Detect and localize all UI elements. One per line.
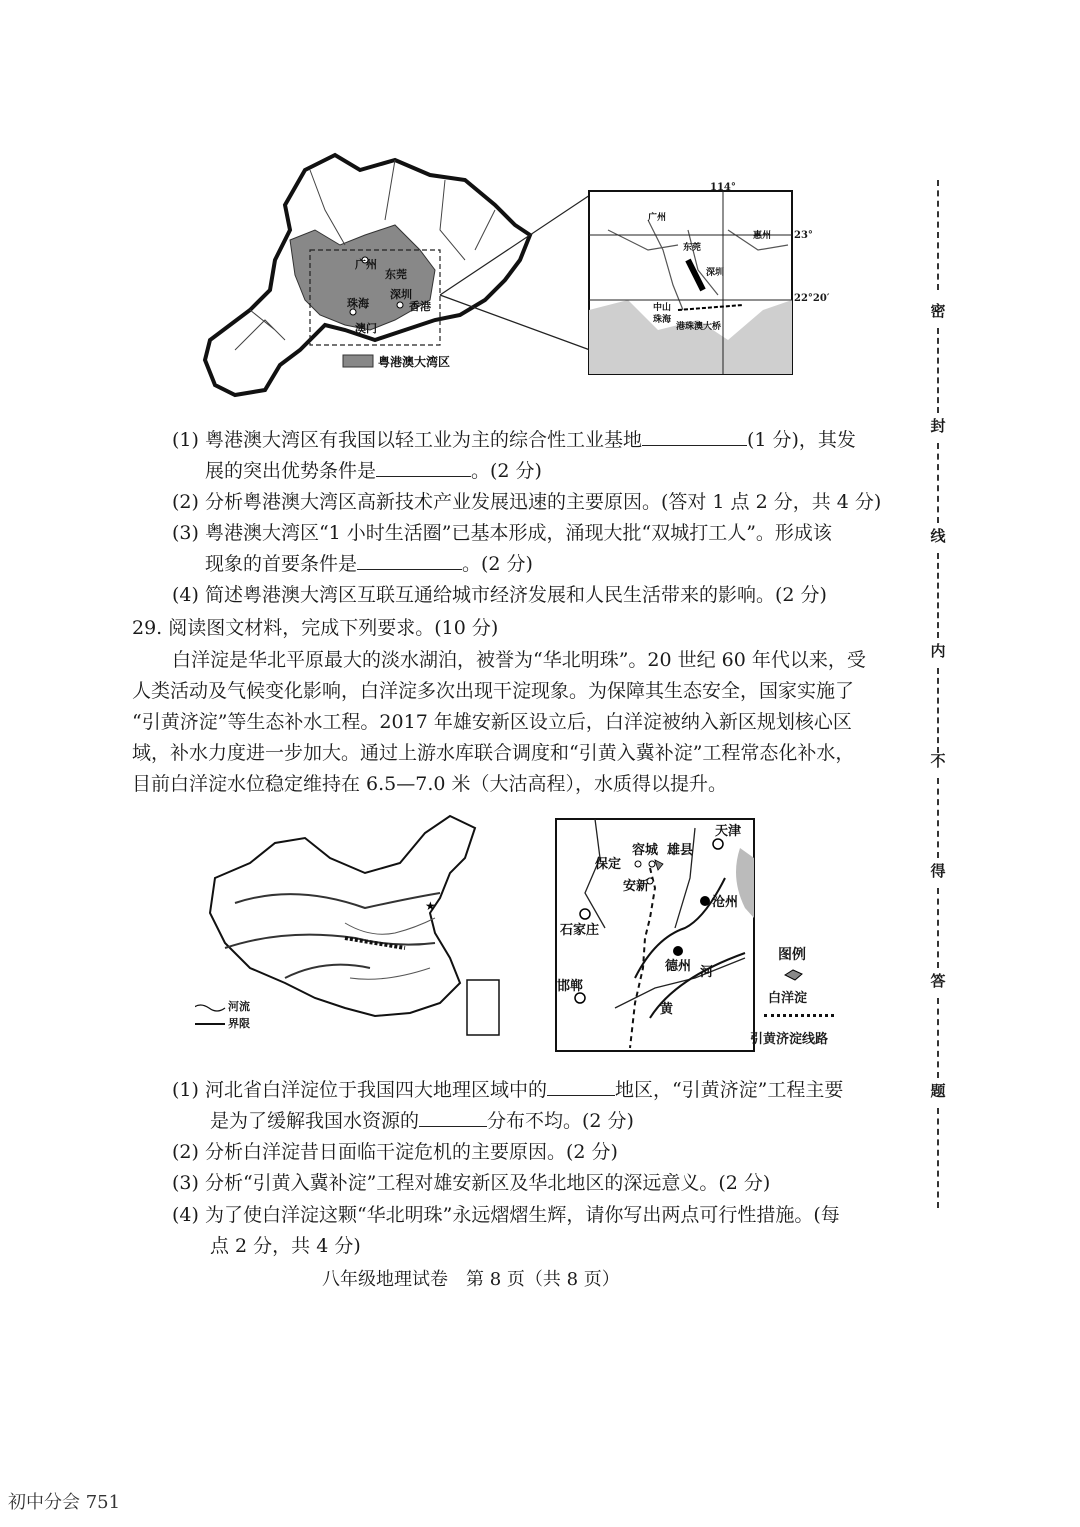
q28-1-text-c: 展的突出优势条件是 (205, 460, 377, 482)
inset-lon-label: 114° (710, 182, 736, 193)
hebei-city-label: 德州 (665, 959, 692, 974)
inset-city-label: 东莞 (683, 243, 702, 253)
seal-dash (937, 553, 939, 638)
inset-lat1-label: 23° (794, 230, 813, 241)
inset-city-label: 中山 (653, 303, 672, 313)
q28-4: (4) 简述粤港澳大湾区互联互通给城市经济发展和人民生活带来的影响。(2 分) (172, 584, 827, 606)
q29-1-blank-2 (419, 1106, 487, 1127)
hebei-map (555, 818, 755, 1053)
seal-char: 答 (930, 972, 946, 990)
gba-city-label: 澳门 (355, 322, 377, 335)
seal-dash (937, 328, 939, 413)
gba-inset-map (588, 190, 793, 375)
q28-3-text-c: 。(2 分) (462, 553, 533, 575)
seal-char: 内 (930, 642, 946, 660)
q28-1-text-d: 。(2 分) (471, 460, 542, 482)
inset-bridge-label: 港珠澳大桥 (676, 322, 722, 332)
route-symbol (764, 1014, 834, 1017)
seal-char: 得 (930, 862, 946, 880)
seal-char: 封 (930, 417, 946, 435)
seal-char: 不 (930, 752, 946, 770)
hebei-river-label: 河 (700, 965, 714, 980)
q29-heading: 29. 阅读图文材料，完成下列要求。(10 分) (132, 617, 499, 639)
hebei-legend-lake: 白洋淀 (768, 991, 808, 1006)
q28-1-text-b: (1 分)，其发 (746, 429, 856, 451)
hebei-river-label: 黄 (660, 1002, 674, 1017)
q29-para-line: “引黄济淀”等生态补水工程。2017 年雄安新区设立后，白洋淀被纳入新区规划核心区 (132, 711, 852, 733)
q29-4-line2: 点 2 分，共 4 分) (210, 1235, 361, 1257)
q29-1-text-d: 分布不均。(2 分) (487, 1110, 634, 1132)
hebei-city-label: 天津 (715, 824, 742, 839)
page-footer: 八年级地理试卷 第 8 页（共 8 页） (322, 1269, 620, 1290)
inset-lat2-label: 22°20′ (794, 293, 830, 304)
hebei-city-label: 保定 (595, 857, 622, 872)
seal-dash (937, 888, 939, 968)
hebei-city-label: 石家庄 (560, 923, 600, 938)
inset-city-label: 广州 (648, 213, 667, 223)
q28-1-blank-1 (642, 425, 747, 446)
seal-dash (937, 180, 939, 290)
lake-symbol (783, 968, 805, 982)
seal-dash (937, 998, 939, 1078)
q29-3: (3) 分析“引黄入冀补淀”工程对雄安新区及华北地区的深远意义。(2 分) (172, 1172, 771, 1194)
gba-legend-label: 粤港澳大湾区 (378, 355, 451, 369)
seal-char: 题 (930, 1082, 946, 1100)
china-legend-boundary: 界限 (228, 1017, 250, 1030)
gba-city-label: 广州 (355, 258, 377, 271)
hebei-city-label: 雄县 (667, 843, 694, 858)
seal-dash (937, 1108, 939, 1208)
gba-city-label: 香港 (409, 300, 431, 313)
hebei-city-label: 容城 (632, 843, 659, 858)
gba-map (195, 150, 615, 400)
q29-1-text-b: 地区，“引黄济淀”工程主要 (614, 1079, 844, 1101)
q28-1-text-a: (1) 粤港澳大湾区有我国以轻工业为主的综合性工业基地 (172, 429, 642, 451)
gba-legend-swatch (343, 355, 373, 367)
q28-1-blank-2 (376, 456, 471, 477)
seal-dash (937, 443, 939, 523)
seal-dash (937, 668, 939, 753)
q29-1-text-c: 是为了缓解我国水资源的 (210, 1110, 420, 1132)
hebei-legend-title: 图例 (778, 947, 806, 963)
inset-city-label: 惠州 (753, 231, 772, 241)
q29-para-line: 域，补水力度进一步加大。通过上游水库联合调度和“引黄入冀补淀”工程常态化补水， (132, 742, 855, 764)
q29-4-line1: (4) 为了使白洋淀这颗“华北明珠”永远熠熠生辉，请你写出两点可行性措施。(每 (172, 1204, 840, 1226)
q29-1-line2 (210, 1106, 634, 1136)
q28-2: (2) 分析粤港澳大湾区高新技术产业发展迅速的主要原因。(答对 1 点 2 分，共 4 分) (172, 491, 882, 513)
q29-1-text-a: (1) 河北省白洋淀位于我国四大地理区域中的 (172, 1079, 547, 1101)
seal-char: 密 (930, 302, 946, 320)
q28-3-line2 (205, 549, 533, 579)
hebei-city-label: 沧州 (712, 895, 739, 910)
q28-3-text-b: 现象的首要条件是 (205, 553, 358, 575)
watermark: 初中分会 751 (8, 1492, 121, 1513)
q29-para-line: 目前白洋淀水位稳定维持在 6.5—7.0 米（大沽高程），水质得以提升。 (132, 773, 728, 795)
svg-text:★: ★ (425, 899, 436, 913)
inset-city-label: 深圳 (706, 268, 725, 278)
q28-1-line (172, 425, 856, 455)
gba-city-label: 东莞 (385, 268, 407, 281)
hebei-legend-route: 引黄济淀线路 (750, 1032, 829, 1047)
seal-dash (937, 778, 939, 858)
q28-1-line2 (205, 456, 542, 486)
q29-1-blank-1 (547, 1075, 615, 1096)
gba-city-label: 珠海 (347, 297, 369, 310)
seal-char: 线 (930, 527, 946, 545)
q28-3-blank (357, 549, 462, 570)
hebei-city-label: 邯郸 (557, 979, 584, 994)
q29-para-line: 人类活动及气候变化影响，白洋淀多次出现干淀现象。为保障其生态安全，国家实施了 (132, 680, 855, 702)
q28-3-line1: (3) 粤港澳大湾区“1 小时生活圈”已基本形成，涌现大批“双城打工人”。形成该 (172, 522, 832, 544)
q29-1-line1 (172, 1075, 843, 1105)
q29-2: (2) 分析白洋淀昔日面临干淀危机的主要原因。(2 分) (172, 1141, 618, 1163)
q29-para-line: 白洋淀是华北平原最大的淡水湖泊，被誉为“华北明珠”。20 世纪 60 年代以来，受 (172, 649, 866, 671)
hebei-city-label: 安新 (623, 879, 650, 894)
gba-city-label: 深圳 (390, 288, 412, 301)
inset-city-label: 珠海 (653, 315, 672, 325)
china-legend-river: 河流 (228, 1000, 250, 1013)
